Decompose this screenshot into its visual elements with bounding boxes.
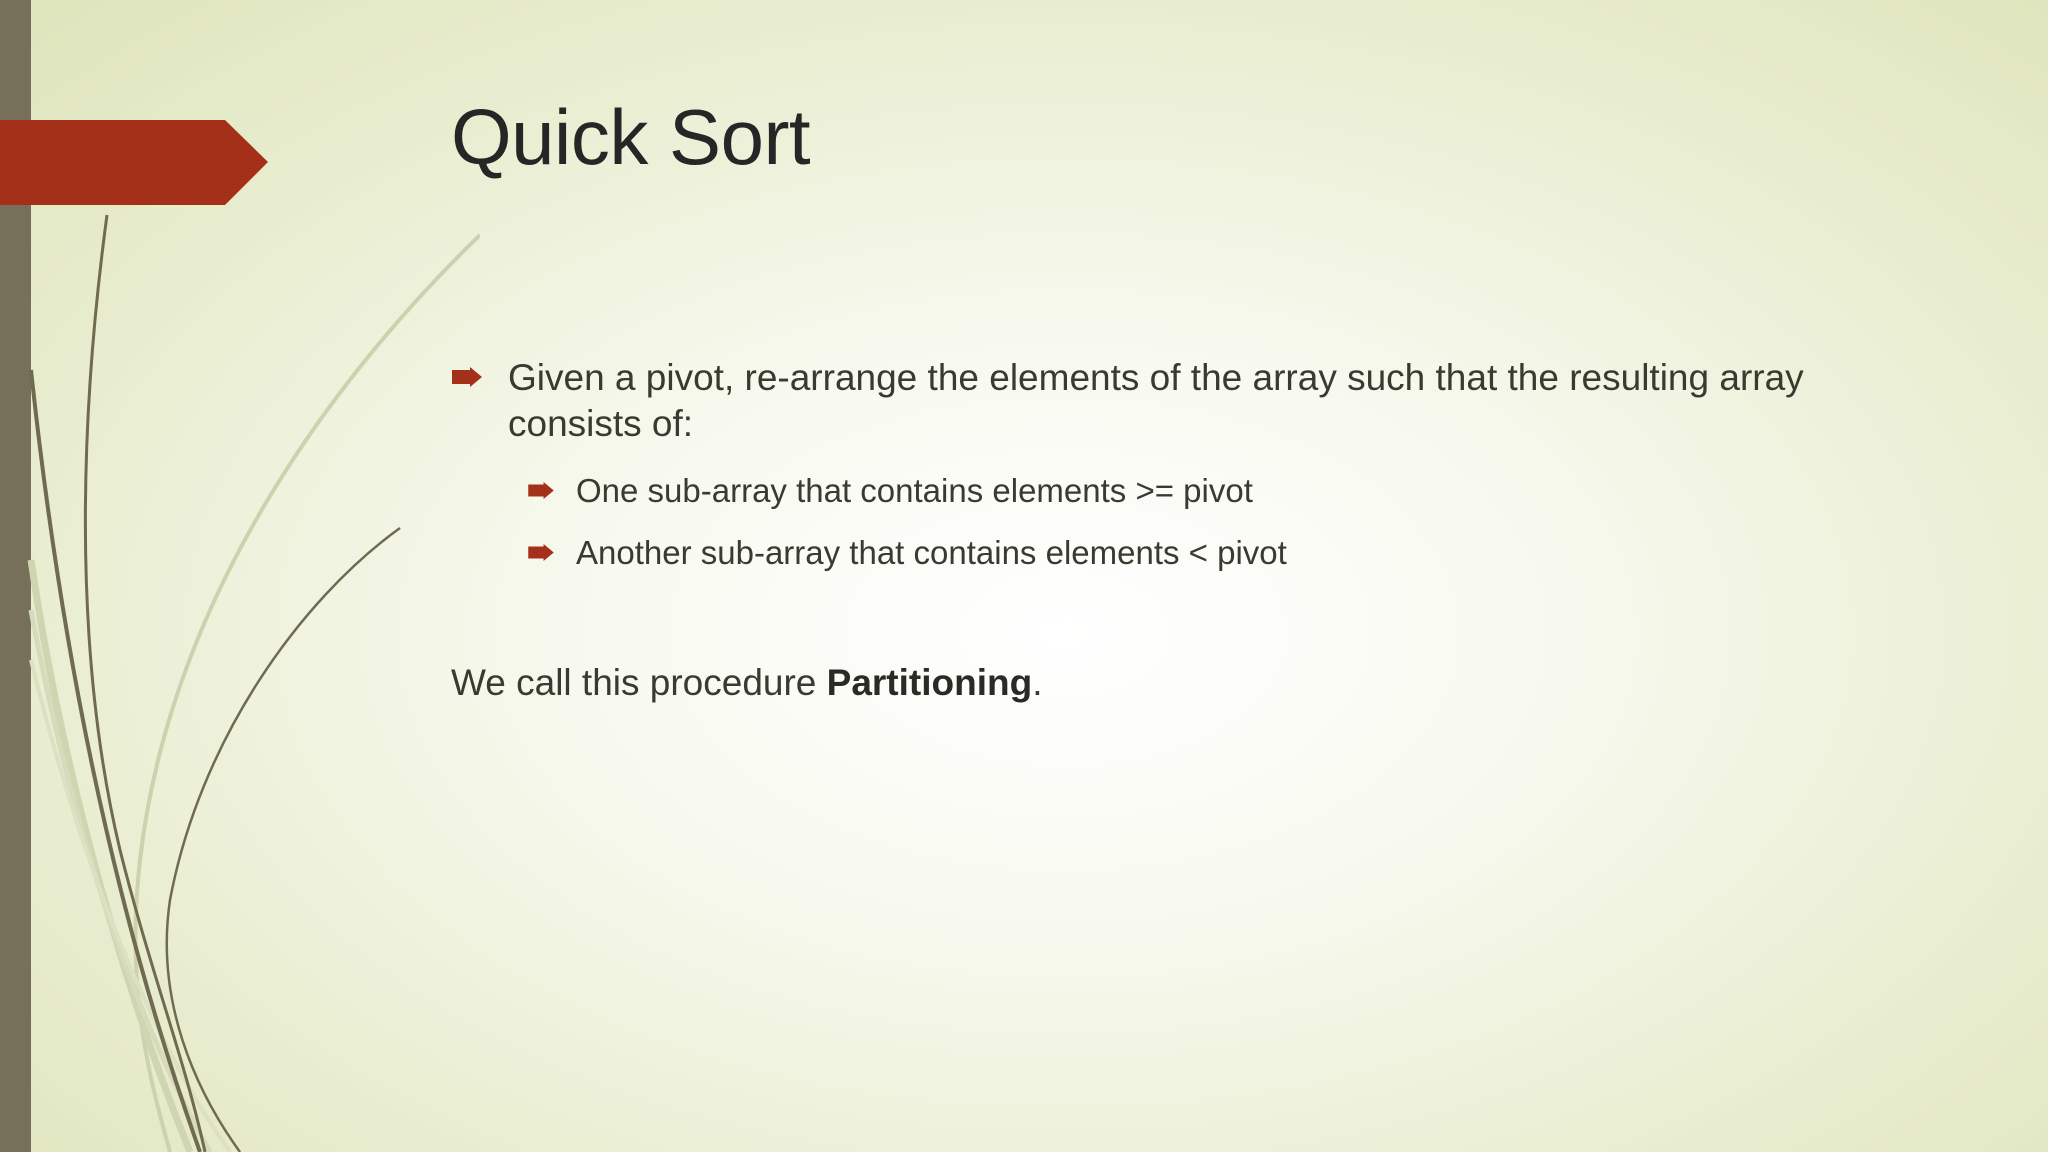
- bullet-item: [451, 355, 1901, 447]
- sub-bullet-item: [451, 533, 1901, 573]
- note-prefix: We call this procedure: [451, 662, 827, 703]
- red-flag-banner: [0, 120, 268, 205]
- slide-title: Quick Sort: [451, 93, 811, 181]
- bullet-text: Given a pivot, re-arrange the elements of the array such that the resulting array consists of:: [508, 357, 1804, 444]
- note-term: Partitioning: [826, 662, 1033, 703]
- arrow-bullet-icon: [528, 482, 554, 499]
- sub-bullet-text: Another sub-array that contains elements < pivot: [576, 534, 1287, 571]
- arrow-bullet-icon: [452, 367, 482, 387]
- slide-body: [451, 355, 1901, 573]
- note-suffix: .: [1032, 662, 1043, 703]
- arrow-bullet-icon: [528, 544, 554, 561]
- sub-bullet-item: [451, 471, 1901, 511]
- closing-note: [451, 660, 1042, 706]
- sub-bullet-text: One sub-array that contains elements >= pivot: [576, 472, 1253, 509]
